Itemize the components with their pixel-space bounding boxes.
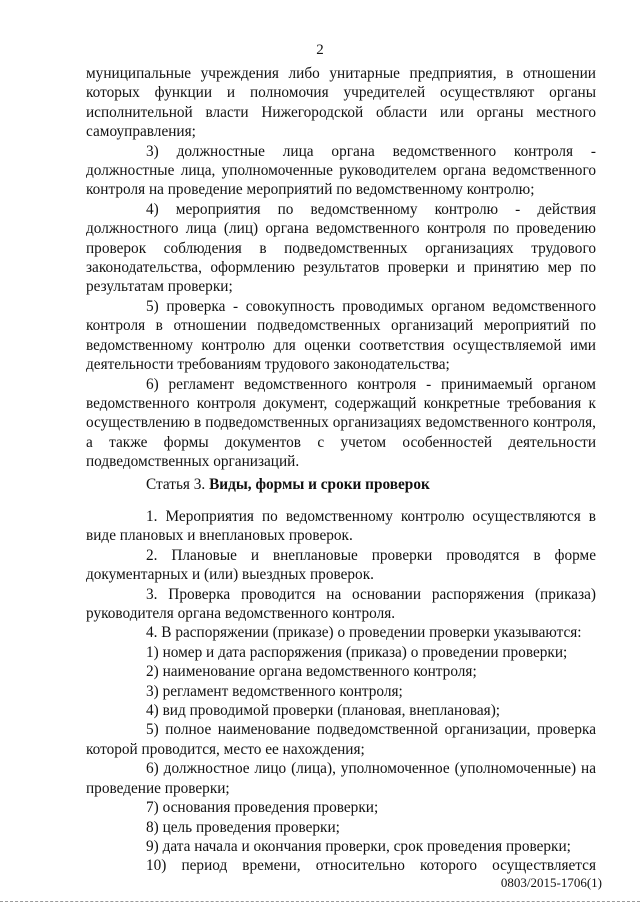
list-item: 6) должностное лицо (лица), уполномоченное (уполномоченные) на проведение проверки; [86, 760, 596, 797]
list-item: 5) полное наименование подведомственной организации, проверка которой проводится, место ее нахождения; [86, 721, 596, 758]
article-prefix: Статья 3. [146, 476, 210, 493]
paragraph: 3) должностные лица органа ведомственного контроля - должностные лица, уполномоченные руководителем органа ведомственного контроля на проведение мероприятий по ведомственному контролю; [86, 142, 596, 199]
list-item: 9) дата начала и окончания проверки, срок проведения проверки; [146, 837, 571, 855]
article-title: Виды, формы и сроки проверок [209, 476, 430, 493]
body-text-section-1 [86, 64, 596, 472]
paragraph: 2. Плановые и внеплановые проверки проводятся в форме документарных и (или) выездных проверок. [86, 546, 596, 584]
list-item: 2) наименование органа ведомственного контроля; [146, 663, 477, 681]
list-item: 4) вид проводимой проверки (плановая, внеплановая); [146, 702, 501, 720]
list-item: 10) период времени, относительно которого осуществляется [146, 857, 596, 875]
scan-edge-divider [0, 901, 640, 902]
paragraph: муниципальные учреждения либо унитарные предприятия, в отношении которых функции и полномочия учредителей осуществляют органы исполнительной власти Нижегородской области или органы местного самоуправления; [86, 65, 596, 141]
list-item: 3) регламент ведомственного контроля; [146, 682, 403, 700]
document-code: 0803/2015-1706(1) [500, 875, 602, 890]
paragraph: 3. Проверка проводится на основании распоряжения (приказа) руководителя органа ведомственного контроля. [86, 585, 596, 623]
body-text-section-2 [86, 507, 596, 876]
paragraph: 5) проверка - совокупность проводимых органом ведомственного контроля в отношении подведомственных организаций мероприятий по ведомственному контролю для оценки соответствия осуществляемой ими деятельности требованиям трудового законодательства; [86, 297, 596, 374]
paragraph: 4) мероприятия по ведомственному контролю - действия должностного лица (лиц) органа ведомственного контроля по проведению проверок соблюдения в подведомственных организациях трудового законодательства, оформлению результатов проверки и принятию мер по результатам проверки; [86, 200, 596, 296]
list-item: 1) номер и дата распоряжения (приказа) о проведении проверки; [146, 643, 568, 661]
paragraph: 6) регламент ведомственного контроля - принимаемый органом ведомственного контроля документ, содержащий конкретные требования к осуществлению в подведомственных организациях ведомственного контроля, а также формы документов с учетом особенностей деятельности подведомственных организаций. [86, 375, 596, 471]
paragraph: 4. В распоряжении (приказе) о проведении проверки указываются: [146, 624, 582, 642]
list-item: 8) цель проведения проверки; [146, 818, 340, 836]
article-heading [146, 476, 430, 494]
page-number: 2 [316, 42, 324, 58]
paragraph: 1. Мероприятия по ведомственному контролю осуществляются в виде плановых и внеплановых проверок. [86, 508, 596, 545]
list-item: 7) основания проведения проверки; [146, 799, 379, 817]
